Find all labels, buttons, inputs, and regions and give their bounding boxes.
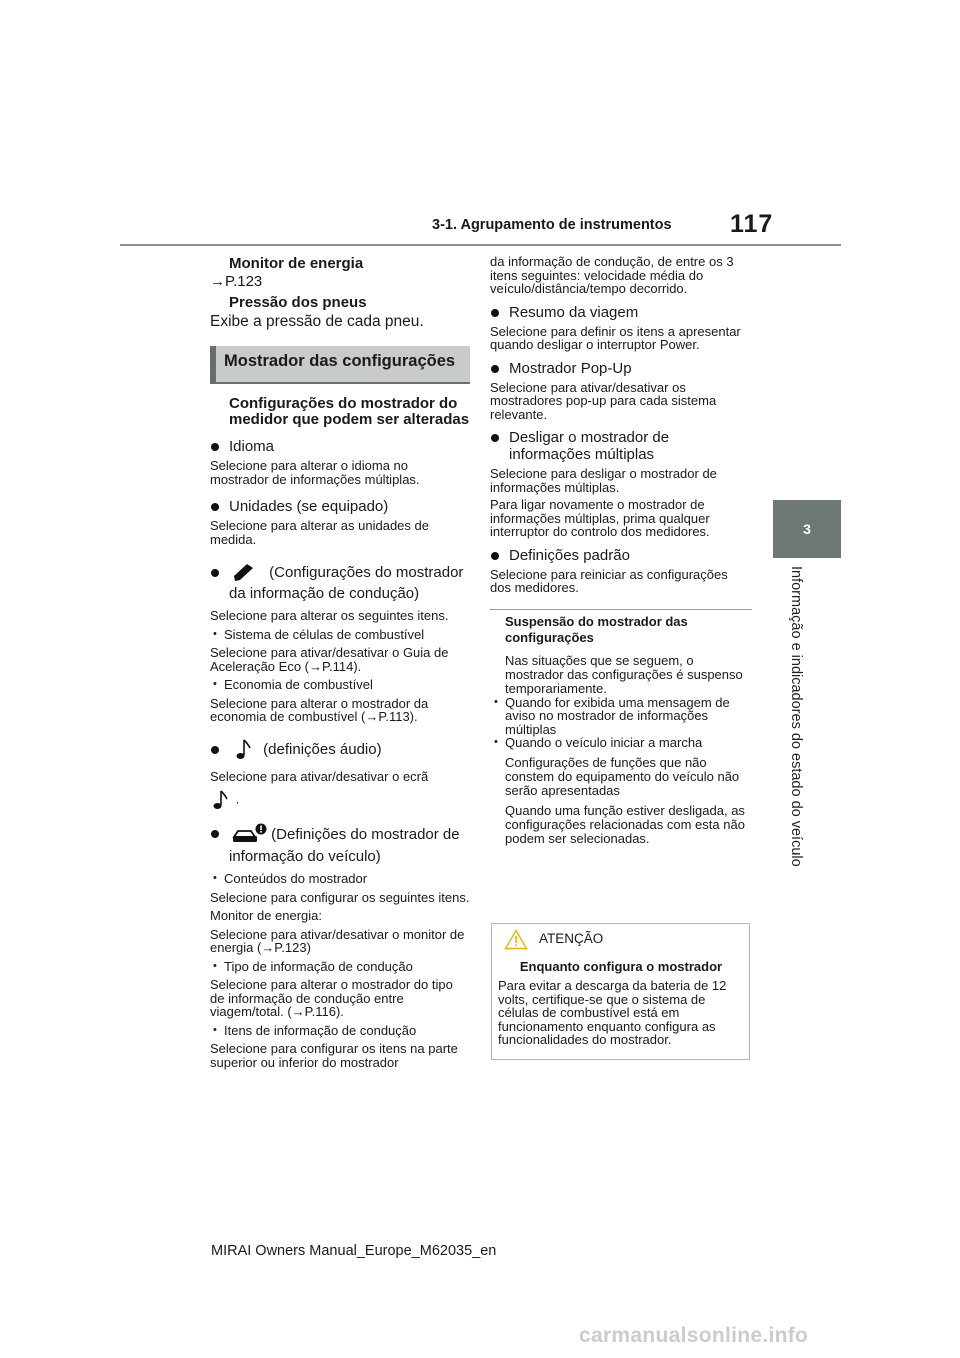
- caution-header: [492, 924, 749, 954]
- chapter-side-label: [770, 566, 822, 896]
- contents-text: Selecione para configurar os seguintes itens.: [210, 889, 470, 905]
- energy-monitor-ref: →P.123: [210, 273, 263, 290]
- caution-body: [498, 960, 744, 1047]
- driving-info-title: (Configurações do mostrador da informação de condução): [229, 563, 464, 602]
- vehicle-info-item: [210, 823, 470, 866]
- driving-info-text: Selecione para alterar os seguintes itens.: [210, 608, 449, 623]
- units-item: [210, 498, 470, 515]
- chapter-number: 3: [803, 521, 811, 537]
- notice-title: Suspensão do mostrador das configurações: [505, 613, 688, 645]
- fuel-cell-item: • Sistema de células de combustível: [210, 628, 470, 642]
- defaults-text: Selecione para reiniciar as configurações dos medidores.: [490, 566, 728, 595]
- left-column: [210, 255, 470, 1069]
- trip-summary-title: Resumo da viagem: [509, 303, 639, 321]
- trip-summary-item: [490, 304, 752, 321]
- continued-text: da informação de condução, de entre os 3 itens seguintes: velocidade média do veículo/distância/tempo decorrido.: [490, 254, 734, 296]
- energy-monitor-title: Monitor de energia: [229, 255, 364, 272]
- bullet-icon: [211, 746, 219, 754]
- vehicle-info-title: (Definições do mostrador de informação do veículo): [229, 825, 460, 865]
- popup-item: [490, 360, 752, 377]
- display-off-title: Desligar o mostrador de informações múltiplas: [509, 429, 670, 463]
- notice-intro: Nas situações que se seguem, o mostrador das configurações é suspenso temporariamente.: [505, 652, 743, 696]
- tire-pressure-title: Pressão dos pneus: [229, 294, 367, 311]
- bullet-icon: [211, 830, 219, 838]
- driving-type-item: • Tipo de informação de condução: [210, 960, 470, 974]
- caution-box: [491, 923, 750, 1060]
- notice-bullet: • Quando o veículo iniciar a marcha: [491, 736, 752, 750]
- settings-banner-label: Mostrador das configurações: [224, 352, 456, 370]
- audio-text: Selecione para ativar/desativar o ecrã: [210, 768, 429, 784]
- economy-text: Selecione para alterar o mostrador da economia de combustível (→P.113).: [210, 695, 429, 724]
- audio-item: [210, 738, 470, 762]
- music-note-icon: [229, 738, 259, 762]
- bullet-icon: [211, 443, 219, 451]
- notice-bullet: • Quando for exibida uma mensagem de aviso no mostrador de informações múltiplas: [491, 696, 752, 737]
- driving-items-text: Selecione para configurar os itens na parte superior ou inferior do mostrador: [210, 1041, 458, 1070]
- trip-summary-text: Selecione para definir os itens a apresentar quando desligar o interruptor Power.: [490, 323, 741, 352]
- driving-items-item: • Itens de informação de condução: [210, 1024, 470, 1038]
- display-off-text-1: Selecione para desligar o mostrador de informações múltiplas.: [490, 466, 717, 495]
- right-column: [490, 255, 752, 846]
- settings-banner: [210, 346, 470, 384]
- page-number: 117: [730, 210, 774, 238]
- language-text: Selecione para alterar o idioma no mostrador de informações múltiplas.: [210, 458, 420, 487]
- audio-text-end: .: [235, 791, 240, 807]
- warning-triangle-icon: [504, 929, 528, 950]
- car-warning-icon: [229, 823, 267, 847]
- bullet-icon: [211, 503, 219, 511]
- section-title: 3-1. Agrupamento de instrumentos: [432, 217, 672, 233]
- watermark: carmanualsonline.info: [579, 1324, 809, 1347]
- caution-title: Enquanto configura o mostrador: [519, 959, 723, 974]
- caution-label: ATENÇÃO: [539, 931, 604, 946]
- pen-icon: [229, 562, 265, 584]
- chapter-tab: [773, 500, 841, 558]
- header-rule: [120, 244, 841, 246]
- energy-monitor-label: Monitor de energia:: [210, 908, 323, 923]
- footer-text: MIRAI Owners Manual_Europe_M62035_en: [211, 1243, 497, 1259]
- audio-title: (definições áudio): [263, 740, 382, 758]
- contents-item: • Conteúdos do mostrador: [210, 872, 470, 886]
- language-title: Idioma: [229, 438, 275, 455]
- energy-monitor-text: Selecione para ativar/desativar o monitor de energia (→P.123): [210, 926, 465, 955]
- bullet-icon: [491, 309, 499, 317]
- language-item: [210, 438, 470, 455]
- bullet-icon: [491, 365, 499, 373]
- notice-para-2: Quando uma função estiver desligada, as configurações relacionadas com esta não podem ser selecionadas.: [505, 802, 745, 846]
- defaults-item: [490, 547, 752, 564]
- audio-icon-line: [210, 789, 470, 811]
- popup-title: Mostrador Pop-Up: [509, 359, 632, 377]
- notice-para-1: Configurações de funções que não constem do equipamento do veículo não serão apresentadas: [505, 754, 740, 798]
- bullet-icon: [491, 434, 499, 442]
- tire-pressure-text: Exibe a pressão de cada pneu.: [210, 313, 424, 330]
- bullet-icon: [211, 569, 219, 577]
- display-off-text-2: Para ligar novamente o mostrador de informações múltiplas, prima qualquer interruptor do controlo dos medidores.: [490, 497, 710, 539]
- caution-text: Para evitar a descarga da bateria de 12 volts, certifique-se que o sistema de células de combustível está em funcionamento enquanto configura as funcionalidades do mostrador.: [498, 978, 727, 1047]
- driving-info-item: [210, 562, 470, 603]
- bullet-icon: [491, 552, 499, 560]
- chapter-title: Informação e indicadores do estado do veículo: [788, 566, 804, 867]
- units-text: Selecione para alterar as unidades de medida.: [210, 518, 429, 547]
- driving-type-text: Selecione para alterar o mostrador do tipo de informação de condução entre viagem/total. (→P.116).: [210, 977, 453, 1019]
- fuel-cell-text: Selecione para ativar/desativar o Guia de Aceleração Eco (→P.114).: [210, 645, 449, 674]
- changeable-settings-title: Configurações do mostrador do medidor que podem ser alteradas: [229, 395, 470, 428]
- defaults-title: Definições padrão: [509, 546, 630, 564]
- units-title: Unidades (se equipado): [229, 498, 389, 515]
- economy-item: • Economia de combustível: [210, 678, 470, 692]
- display-off-item: [490, 429, 752, 463]
- music-note-icon: [210, 789, 232, 811]
- notice-block: [490, 609, 752, 846]
- popup-text: Selecione para ativar/desativar os mostradores pop-up para cada sistema relevante.: [490, 379, 717, 422]
